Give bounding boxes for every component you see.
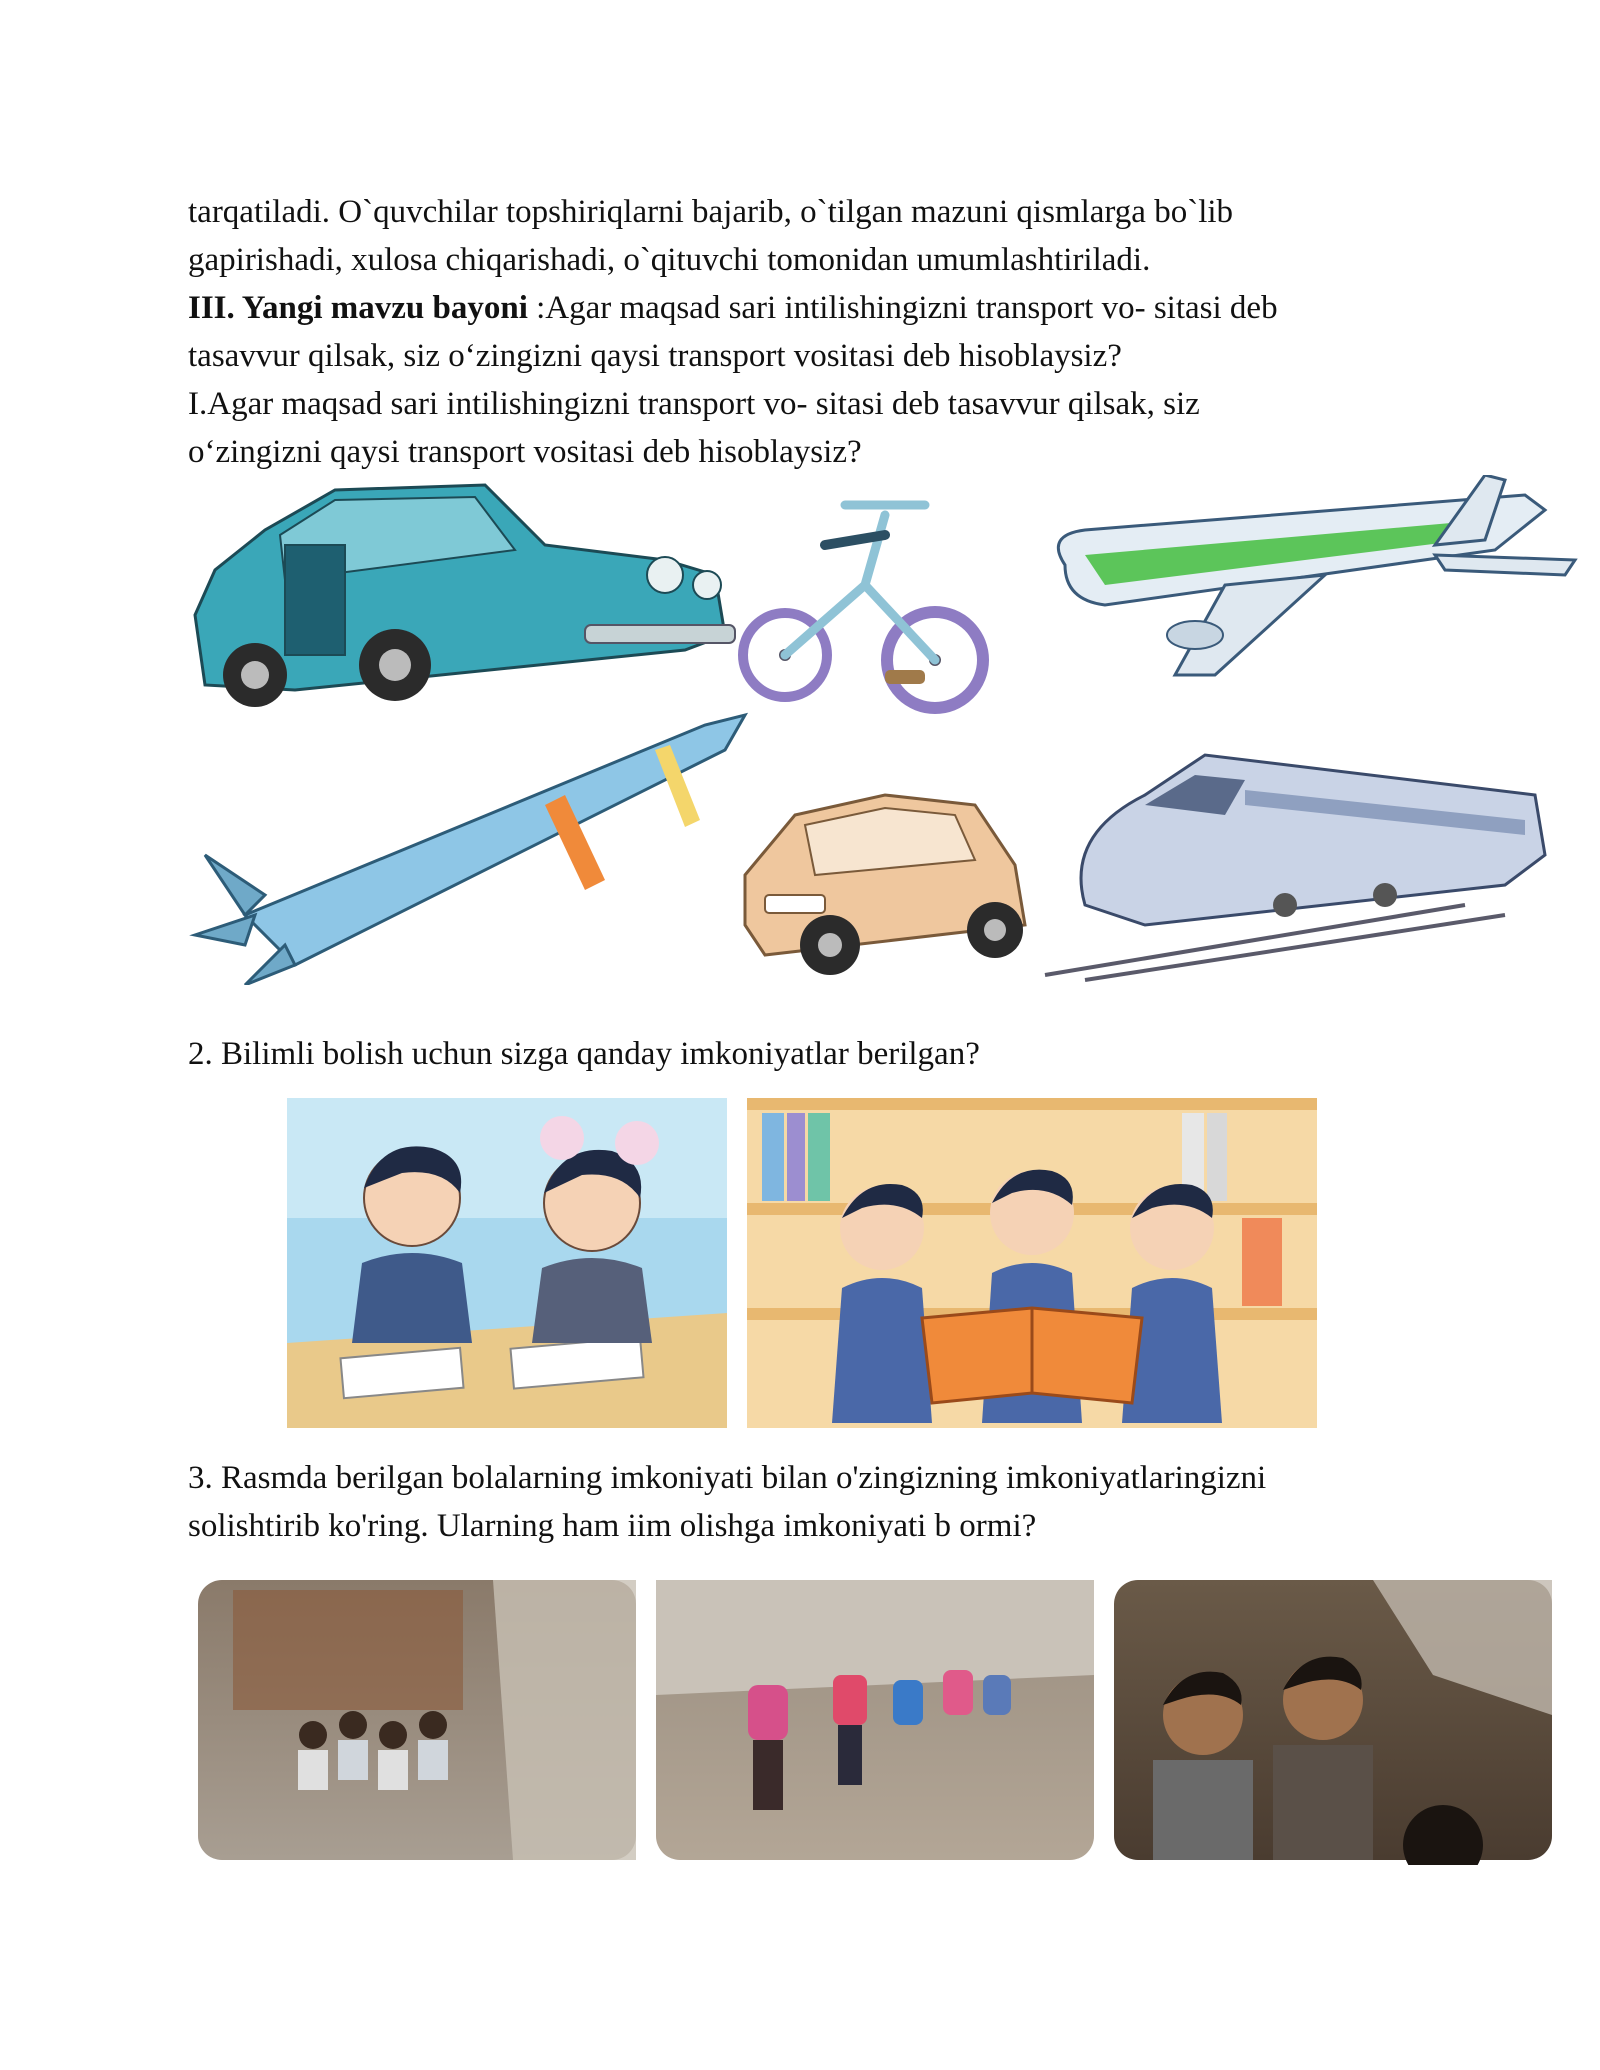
photo-boys-classroom — [1114, 1580, 1552, 1865]
small-car-image — [745, 795, 1025, 975]
airplane-image — [1058, 475, 1575, 675]
transport-illustrations — [185, 475, 1585, 985]
tricycle-image — [743, 505, 983, 708]
question-3-line-2: solishtirib ko'ring. Ularning ham iim olishga imkoniyati b ormi? — [188, 1508, 1037, 1544]
library-image — [747, 1098, 1317, 1428]
question-1-line-1: I.Agar maqsad sari intilishingizni transport vo- sitasi deb tasavvur qilsak, siz — [188, 386, 1200, 422]
photo-children-walking — [656, 1580, 1094, 1860]
rocket-image — [195, 715, 745, 985]
section-3-line-1-rest: :Agar maqsad sari intilishingizni transport vo- sitasi deb — [527, 290, 1278, 326]
question-3 — [188, 1454, 1428, 1550]
question-2 — [188, 1030, 1428, 1078]
classroom-image — [287, 1098, 727, 1428]
question-3-line-1: 3. Rasmda berilgan bolalarning imkoniyati bilan o'zingizning imkoniyatlaringizni — [188, 1460, 1267, 1496]
intro-paragraph — [188, 188, 1428, 476]
intro-line-1: tarqatiladi. O`quvchilar topshiriqlarni bajarib, o`tilgan mazuni qismlarga bo`lib — [188, 194, 1234, 230]
question-1-line-2: o‘zingizni qaysi transport vositasi deb hisoblaysiz? — [188, 434, 862, 470]
old-car-image — [195, 485, 735, 707]
section-3-line-2: tasavvur qilsak, siz o‘zingizni qaysi transport vositasi deb hisoblaysiz? — [188, 338, 1122, 374]
children-photos — [193, 1575, 1573, 1865]
train-image — [1045, 755, 1545, 980]
photo-outdoor-class — [198, 1580, 636, 1860]
section-3-line-1 — [188, 284, 1428, 332]
section-3-heading: III. Yangi mavzu bayoni — [188, 290, 528, 326]
intro-line-2: gapirishadi, xulosa chiqarishadi, o`qituvchi tomonidan umumlashtiriladi. — [188, 242, 1151, 278]
school-illustrations — [282, 1093, 1322, 1433]
question-2-line-1: 2. Bilimli bolish uchun sizga qanday imkoniyatlar berilgan? — [188, 1036, 980, 1072]
